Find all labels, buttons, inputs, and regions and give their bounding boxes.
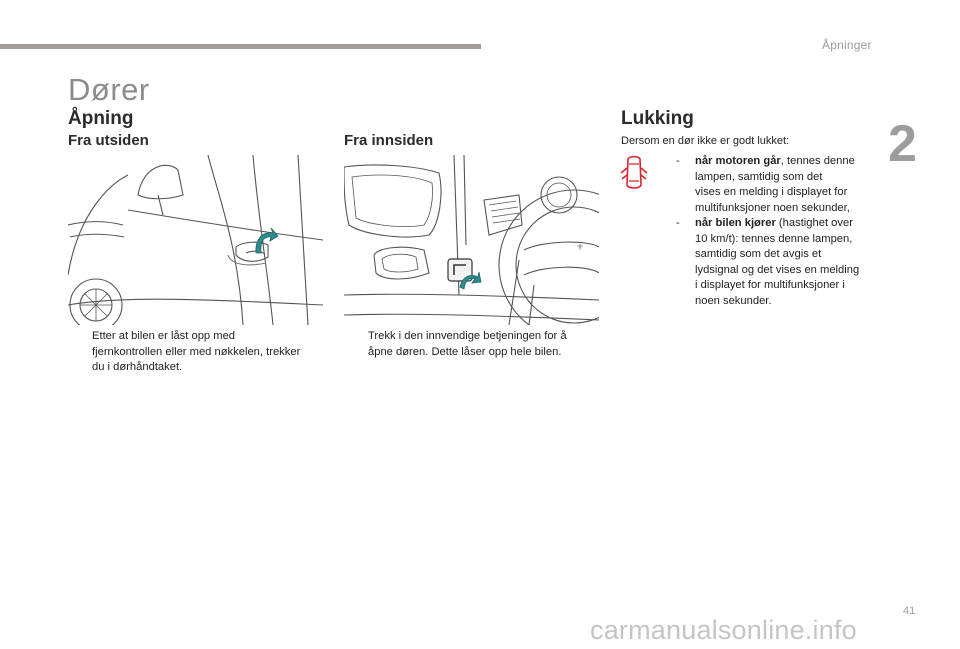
closing-item-line: noen sekunder.	[695, 294, 772, 307]
pull-arrow-icon	[456, 267, 482, 298]
instruction-outside	[74, 329, 324, 379]
svg-text:⚜: ⚜	[576, 243, 585, 253]
instruction-line: åpne døren. Dette låser opp hele bilen.	[368, 345, 562, 358]
door-open-warning-icon	[619, 155, 649, 195]
closing-item-line: 10 km/t): tennes denne lampen,	[695, 232, 853, 245]
instruction-line: Trekk i den innvendige betjeningen for å	[368, 330, 567, 342]
closing-item-text	[695, 154, 877, 216]
closing-item-vehicle-moving	[676, 216, 881, 316]
subheading-inside: Fra innsiden	[344, 132, 434, 149]
closing-item-line: vises en melding i displayet for	[695, 186, 848, 198]
subheading-outside: Fra utsiden	[68, 132, 149, 149]
closing-item-line: , tennes denne	[780, 155, 855, 167]
illustration-inside-door-control	[344, 155, 599, 325]
closing-item-line: (hastighet over	[775, 217, 853, 229]
chapter-number: 2	[888, 115, 917, 173]
closing-intro: Dersom en dør ikke er godt lukket:	[621, 135, 790, 147]
closing-item-bold: når motoren går	[695, 155, 781, 167]
dash-mark: -	[676, 155, 680, 167]
closing-item-line: samtidig som det avgis et	[695, 248, 822, 260]
closing-item-line: multifunksjoner noen sekunder,	[695, 201, 850, 214]
section-heading-opening: Åpning	[68, 108, 134, 129]
chapter-title: Åpninger	[822, 38, 872, 52]
section-heading-closing: Lukking	[621, 108, 694, 129]
dash-mark: -	[676, 217, 680, 229]
closing-item-line: lampen, samtidig som det	[695, 170, 823, 183]
pull-arrow-icon	[253, 227, 279, 262]
closing-item-bold: når bilen kjører	[695, 217, 776, 229]
page-title: Dører	[68, 72, 150, 107]
instruction-line: fjernkontrollen eller med nøkkelen, trekker	[92, 345, 301, 358]
instruction-inside	[350, 329, 600, 363]
watermark: carmanualsonline.info	[590, 615, 857, 645]
closing-item-text	[695, 216, 877, 309]
page-number: 41	[903, 605, 916, 617]
instruction-line: Etter at bilen er låst opp med	[92, 330, 236, 342]
header-rule	[0, 44, 481, 49]
closing-item-line: lydsignal og det vises en melding	[695, 263, 860, 276]
closing-item-line: i displayet for multifunksjoner i	[695, 279, 845, 291]
instruction-line: du i dørhåndtaket.	[92, 361, 183, 373]
illustration-outside-door-handle	[68, 155, 323, 325]
